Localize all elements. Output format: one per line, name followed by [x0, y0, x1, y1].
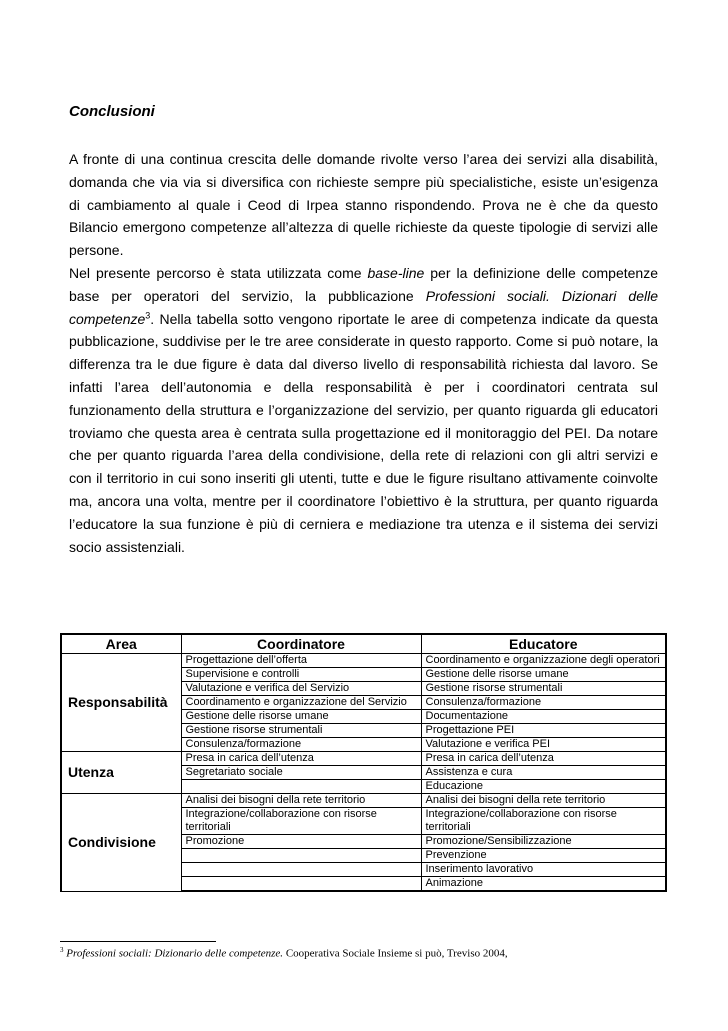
- coordinatore-cell: Supervisione e controlli: [181, 668, 421, 682]
- paragraph-2-part-c: . Nella tabella sotto vengono riportate le aree di competenza indicate da questa pubblicazione, suddivise per le tre aree considerate in questo rapporto. Come si può notare, la differenza tra le due figure è data dal diverso livello di responsabilità richiesta dal lavoro. Se infatti l’area dell’autonomia e della responsabilità è per i coordinatori centrata sul funzionamento della struttura e l’organizzazione del servizio, per quanto riguarda gli educatori troviamo che questa area è centrata sulla progettazione ed il monitoraggio del PEI. Da notare che per quanto riguarda l’area della condivisione, della rete di relazioni con gli altri servizi e con il territorio in cui sono inseriti gli utenti, tutte e due le figure risultano attivamente coinvolte ma, ancora una volta, mentre per il coordinatore l’obiettivo è la struttura, per quanto riguarda l’educatore la sua funzione è più di cerniera e mediazione tra utenza e il sistema dei servizi socio assistenziali.: [69, 310, 658, 555]
- header-area: Area: [61, 634, 181, 654]
- educatore-cell: Progettazione PEI: [421, 724, 666, 738]
- coordinatore-cell: Gestione risorse strumentali: [181, 724, 421, 738]
- area-responsabilita: Responsabilità: [61, 654, 181, 752]
- educatore-cell: Documentazione: [421, 710, 666, 724]
- educatore-cell: Coordinamento e organizzazione degli operatori: [421, 654, 666, 668]
- area-condivisione: Condivisione: [61, 794, 181, 892]
- coordinatore-cell: [181, 849, 421, 863]
- table-row: [61, 794, 666, 808]
- competence-table: [60, 633, 667, 892]
- body-text: [69, 148, 658, 558]
- coordinatore-cell: Coordinamento e organizzazione del Servizio: [181, 696, 421, 710]
- footnote-title: Professioni sociali: Dizionario delle competenze.: [66, 947, 284, 960]
- coordinatore-cell: Promozione: [181, 835, 421, 849]
- coordinatore-cell: Integrazione/collaborazione con risorse territoriali: [181, 808, 421, 835]
- educatore-cell: Presa in carica dell’utenza: [421, 752, 666, 766]
- footnote-number: 3: [60, 946, 64, 954]
- baseline-term: base-line: [367, 264, 425, 281]
- footnote-separator: [60, 941, 216, 942]
- coordinatore-cell: Consulenza/formazione: [181, 738, 421, 752]
- coordinatore-cell: Analisi dei bisogni della rete territorio: [181, 794, 421, 808]
- footnote: [60, 946, 508, 960]
- paragraph-2-part-a: Nel presente percorso è stata utilizzata come: [69, 264, 368, 281]
- educatore-cell: Assistenza e cura: [421, 766, 666, 780]
- coordinatore-cell: [181, 877, 421, 892]
- table-row: [61, 752, 666, 766]
- coordinatore-cell: Progettazione dell’offerta: [181, 654, 421, 668]
- paragraph-2-part-b: per la definizione delle competenze base per operatori del servizio, la pubblicazione: [69, 264, 658, 304]
- coordinatore-cell: [181, 863, 421, 877]
- coordinatore-cell: [181, 780, 421, 794]
- educatore-cell: Analisi dei bisogni della rete territorio: [421, 794, 666, 808]
- section-heading: Conclusioni: [69, 103, 155, 120]
- educatore-cell: Integrazione/collaborazione con risorse territoriali: [421, 808, 666, 835]
- paragraph-1: A fronte di una continua crescita delle domande rivolte verso l’area dei servizi alla disabilità, domanda che via via si diversifica con richieste sempre più specialistiche, esiste un’esigenza di cambiamento al quale i Ceod di Irpea stanno rispondendo. Prova ne è che da questo Bilancio emergono competenze all’altezza di quelle richieste da queste tipologie di servizi alle persone.: [69, 151, 658, 259]
- educatore-cell: Promozione/Sensibilizzazione: [421, 835, 666, 849]
- header-coordinatore: Coordinatore: [181, 634, 421, 654]
- educatore-cell: Consulenza/formazione: [421, 696, 666, 710]
- educatore-cell: Prevenzione: [421, 849, 666, 863]
- footnote-rest: Cooperativa Sociale Insieme si può, Treviso 2004,: [283, 947, 508, 960]
- educatore-cell: Gestione risorse strumentali: [421, 682, 666, 696]
- table-row: [61, 654, 666, 668]
- educatore-cell: Gestione delle risorse umane: [421, 668, 666, 682]
- coordinatore-cell: Gestione delle risorse umane: [181, 710, 421, 724]
- coordinatore-cell: Presa in carica dell’utenza: [181, 752, 421, 766]
- table-header-row: [61, 634, 666, 654]
- educatore-cell: Educazione: [421, 780, 666, 794]
- coordinatore-cell: Segretariato sociale: [181, 766, 421, 780]
- educatore-cell: Animazione: [421, 877, 666, 892]
- header-educatore: Educatore: [421, 634, 666, 654]
- educatore-cell: Inserimento lavorativo: [421, 863, 666, 877]
- publication-title: Professioni sociali. Dizionari delle competenze: [69, 287, 658, 327]
- coordinatore-cell: Valutazione e verifica del Servizio: [181, 682, 421, 696]
- footnote-reference: 3: [145, 309, 151, 320]
- area-utenza: Utenza: [61, 752, 181, 794]
- educatore-cell: Valutazione e verifica PEI: [421, 738, 666, 752]
- paragraph-2: [69, 262, 658, 558]
